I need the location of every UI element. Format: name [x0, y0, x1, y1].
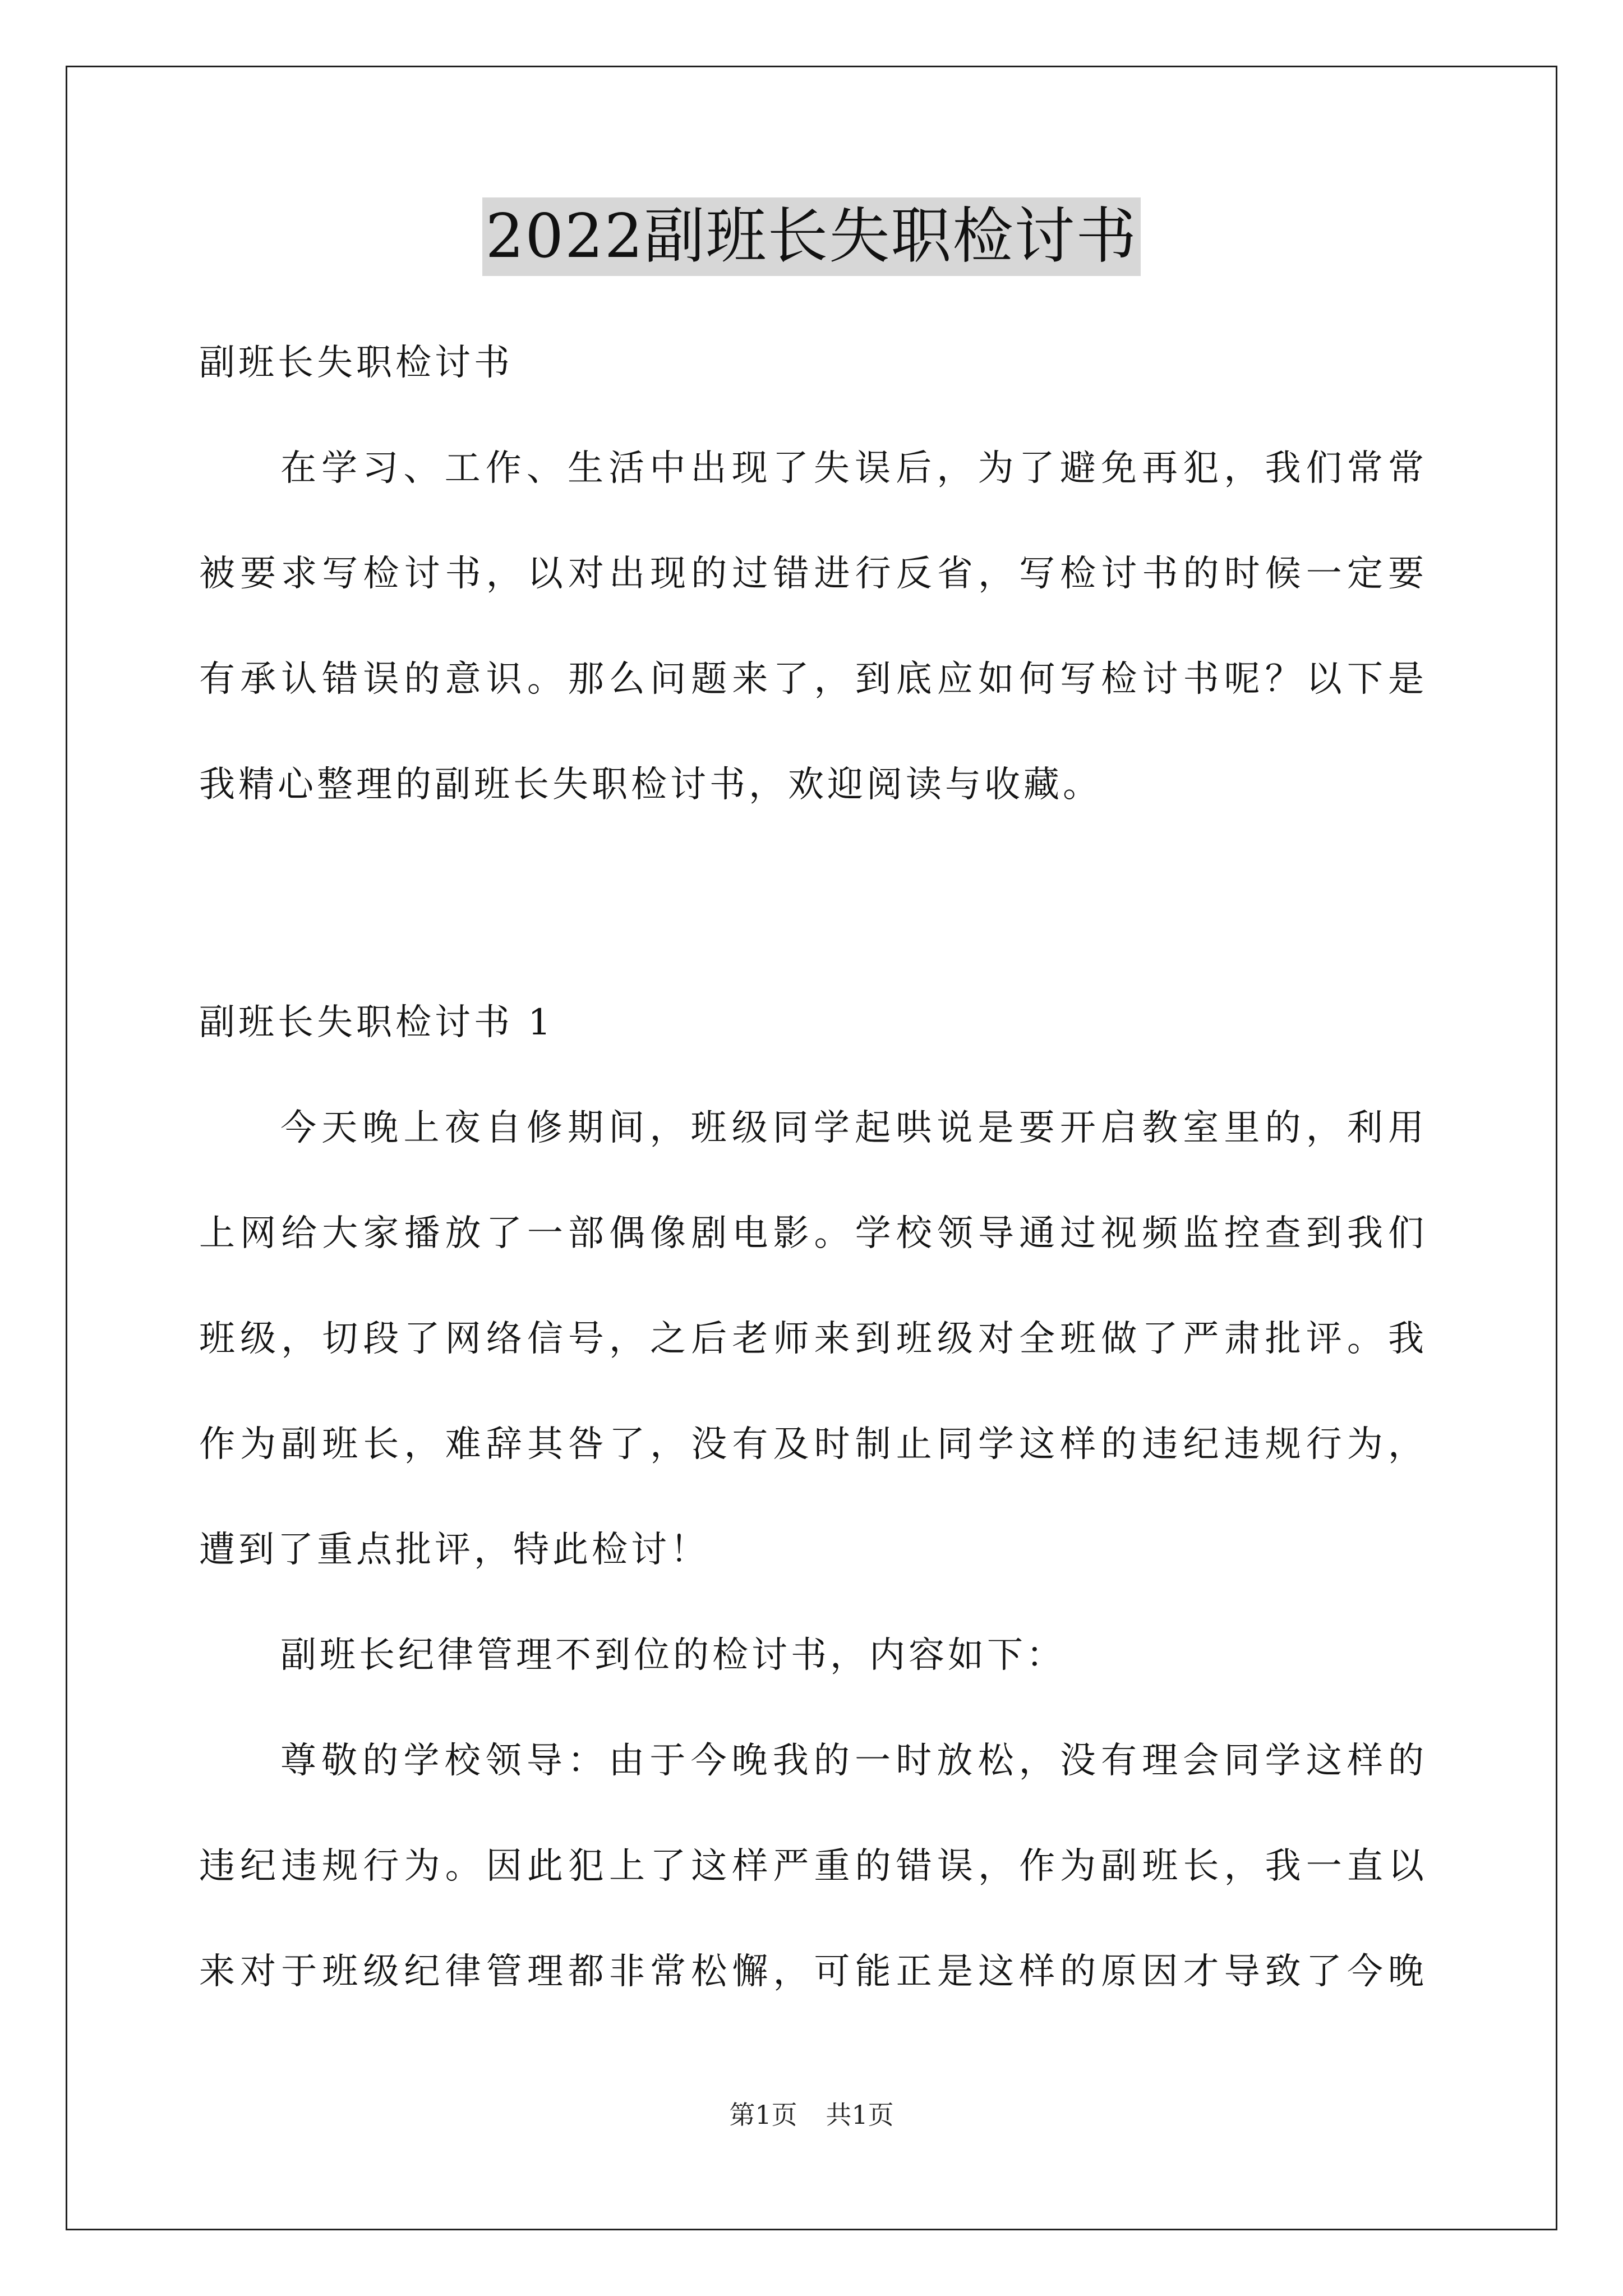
section-heading: 副班长失职检讨书 1 [199, 1002, 555, 1043]
paragraph-line: 作为副班长，难辞其咎了，没有及时制止同学这样的违纪违规行为， [199, 1424, 1427, 1465]
section-heading: 副班长失职检讨书 [199, 342, 513, 384]
paragraph-line: 班级，切段了网络信号，之后老师来到班级对全班做了严肃批评。我 [199, 1318, 1427, 1360]
document-title: 2022副班长失职检讨书 [482, 197, 1141, 276]
paragraph-line: 上网给大家播放了一部偶像剧电影。学校领导通过视频监控查到我们 [199, 1213, 1427, 1254]
paragraph-line: 副班长纪律管理不到位的检讨书，内容如下： [280, 1635, 1066, 1676]
paragraph-line: 被要求写检讨书，以对出现的过错进行反省，写检讨书的时候一定要 [199, 553, 1427, 595]
title-container [0, 197, 1623, 276]
paragraph-line: 来对于班级纪律管理都非常松懈，可能正是这样的原因才导致了今晚 [199, 1951, 1427, 1993]
paragraph-line: 今天晚上夜自修期间，班级同学起哄说是要开启教室里的，利用 [280, 1107, 1427, 1149]
paragraph-line: 我精心整理的副班长失职检讨书，欢迎阅读与收藏。 [199, 764, 1102, 806]
paragraph-line: 在学习、工作、生活中出现了失误后，为了避免再犯，我们常常 [280, 448, 1427, 489]
page-number: 第1页 [729, 2100, 797, 2130]
paragraph-line: 尊敬的学校领导：由于今晚我的一时放松，没有理会同学这样的 [280, 1740, 1427, 1782]
page-footer [0, 2098, 1623, 2132]
page-total: 共1页 [826, 2100, 894, 2130]
paragraph-line: 遭到了重点批评，特此检讨！ [199, 1529, 709, 1571]
paragraph-line: 违纪违规行为。因此犯上了这样严重的错误，作为副班长，我一直以 [199, 1846, 1427, 1887]
paragraph-line: 有承认错误的意识。那么问题来了，到底应如何写检讨书呢？以下是 [199, 659, 1427, 700]
